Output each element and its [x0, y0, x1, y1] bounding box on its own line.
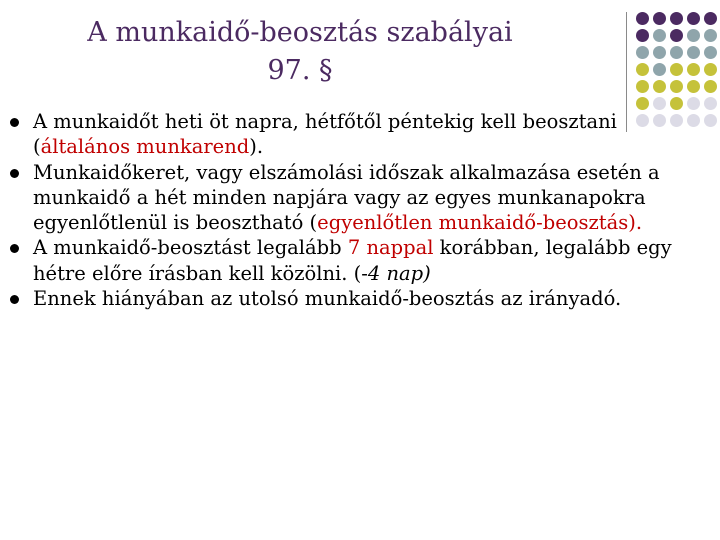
bullet-item [10, 235, 716, 286]
decorative-dot [704, 63, 717, 76]
bullet-icon [10, 295, 19, 304]
bullet-segment-highlight: általános munkarend [40, 135, 250, 159]
bullet-item [10, 286, 716, 311]
decorative-dot [687, 12, 700, 25]
bullet-segment: A munkaidő-beosztást legalább [33, 236, 348, 260]
decorative-dot [670, 46, 683, 59]
bullet-segment: ). [249, 135, 264, 159]
decorative-dot [636, 63, 649, 76]
decorative-dot [670, 29, 683, 42]
decorative-dot [636, 46, 649, 59]
decorative-dot [653, 29, 666, 42]
bullet-segment: ). [628, 211, 643, 235]
decorative-dot [704, 46, 717, 59]
bullet-segment: Munkaidőkeret, vagy elszámolási időszak alkalmazása esetén a munkaidő a hét minden napjára vagy az egyes munkanapokra egyenlőtlenül is beosztható ( [33, 160, 660, 235]
decorative-dot [670, 63, 683, 76]
bullet-text [33, 286, 716, 311]
decorative-dot [653, 12, 666, 25]
bullet-text [33, 160, 716, 236]
bullet-text [33, 109, 716, 160]
decorative-dot [687, 46, 700, 59]
slide-title [60, 14, 540, 90]
bullet-item [10, 109, 716, 160]
decorative-dot [636, 12, 649, 25]
bullet-list [10, 109, 716, 311]
bullet-item [10, 160, 716, 236]
bullet-segment: Ennek hiányában az utolsó munkaidő-beosztás az irányadó. [33, 287, 622, 311]
decorative-dot [704, 29, 717, 42]
decorative-dot [636, 29, 649, 42]
decorative-dot [704, 12, 717, 25]
decorative-dot [653, 46, 666, 59]
bullet-icon [10, 118, 19, 127]
decorative-dot [653, 80, 666, 93]
decorative-dot [653, 63, 666, 76]
slide-title-line2: 97. § [267, 55, 333, 86]
bullet-segment: A munkaidőt heti öt napra, hétfőtől péntekig kell beosztani ( [33, 110, 617, 159]
decorative-dot [670, 12, 683, 25]
bullet-segment: korábban, legalább egy hétre előre írásban kell közölni. (- [33, 236, 672, 285]
bullet-segment-italic: 4 nap) [367, 261, 431, 285]
decorative-dot [687, 80, 700, 93]
slide-title-line1: A munkaidő-beosztás szabályai [87, 17, 513, 48]
bullet-segment-highlight: egyenlőtlen munkaidő-beosztás [317, 211, 629, 235]
decorative-dot [687, 63, 700, 76]
bullet-icon [10, 244, 19, 253]
bullet-icon [10, 169, 19, 178]
decorative-dot [670, 80, 683, 93]
decorative-dot [704, 80, 717, 93]
bullet-text [33, 235, 716, 286]
decorative-dot [687, 29, 700, 42]
bullet-segment-highlight: 7 nappal [347, 236, 434, 260]
decorative-dot [636, 80, 649, 93]
